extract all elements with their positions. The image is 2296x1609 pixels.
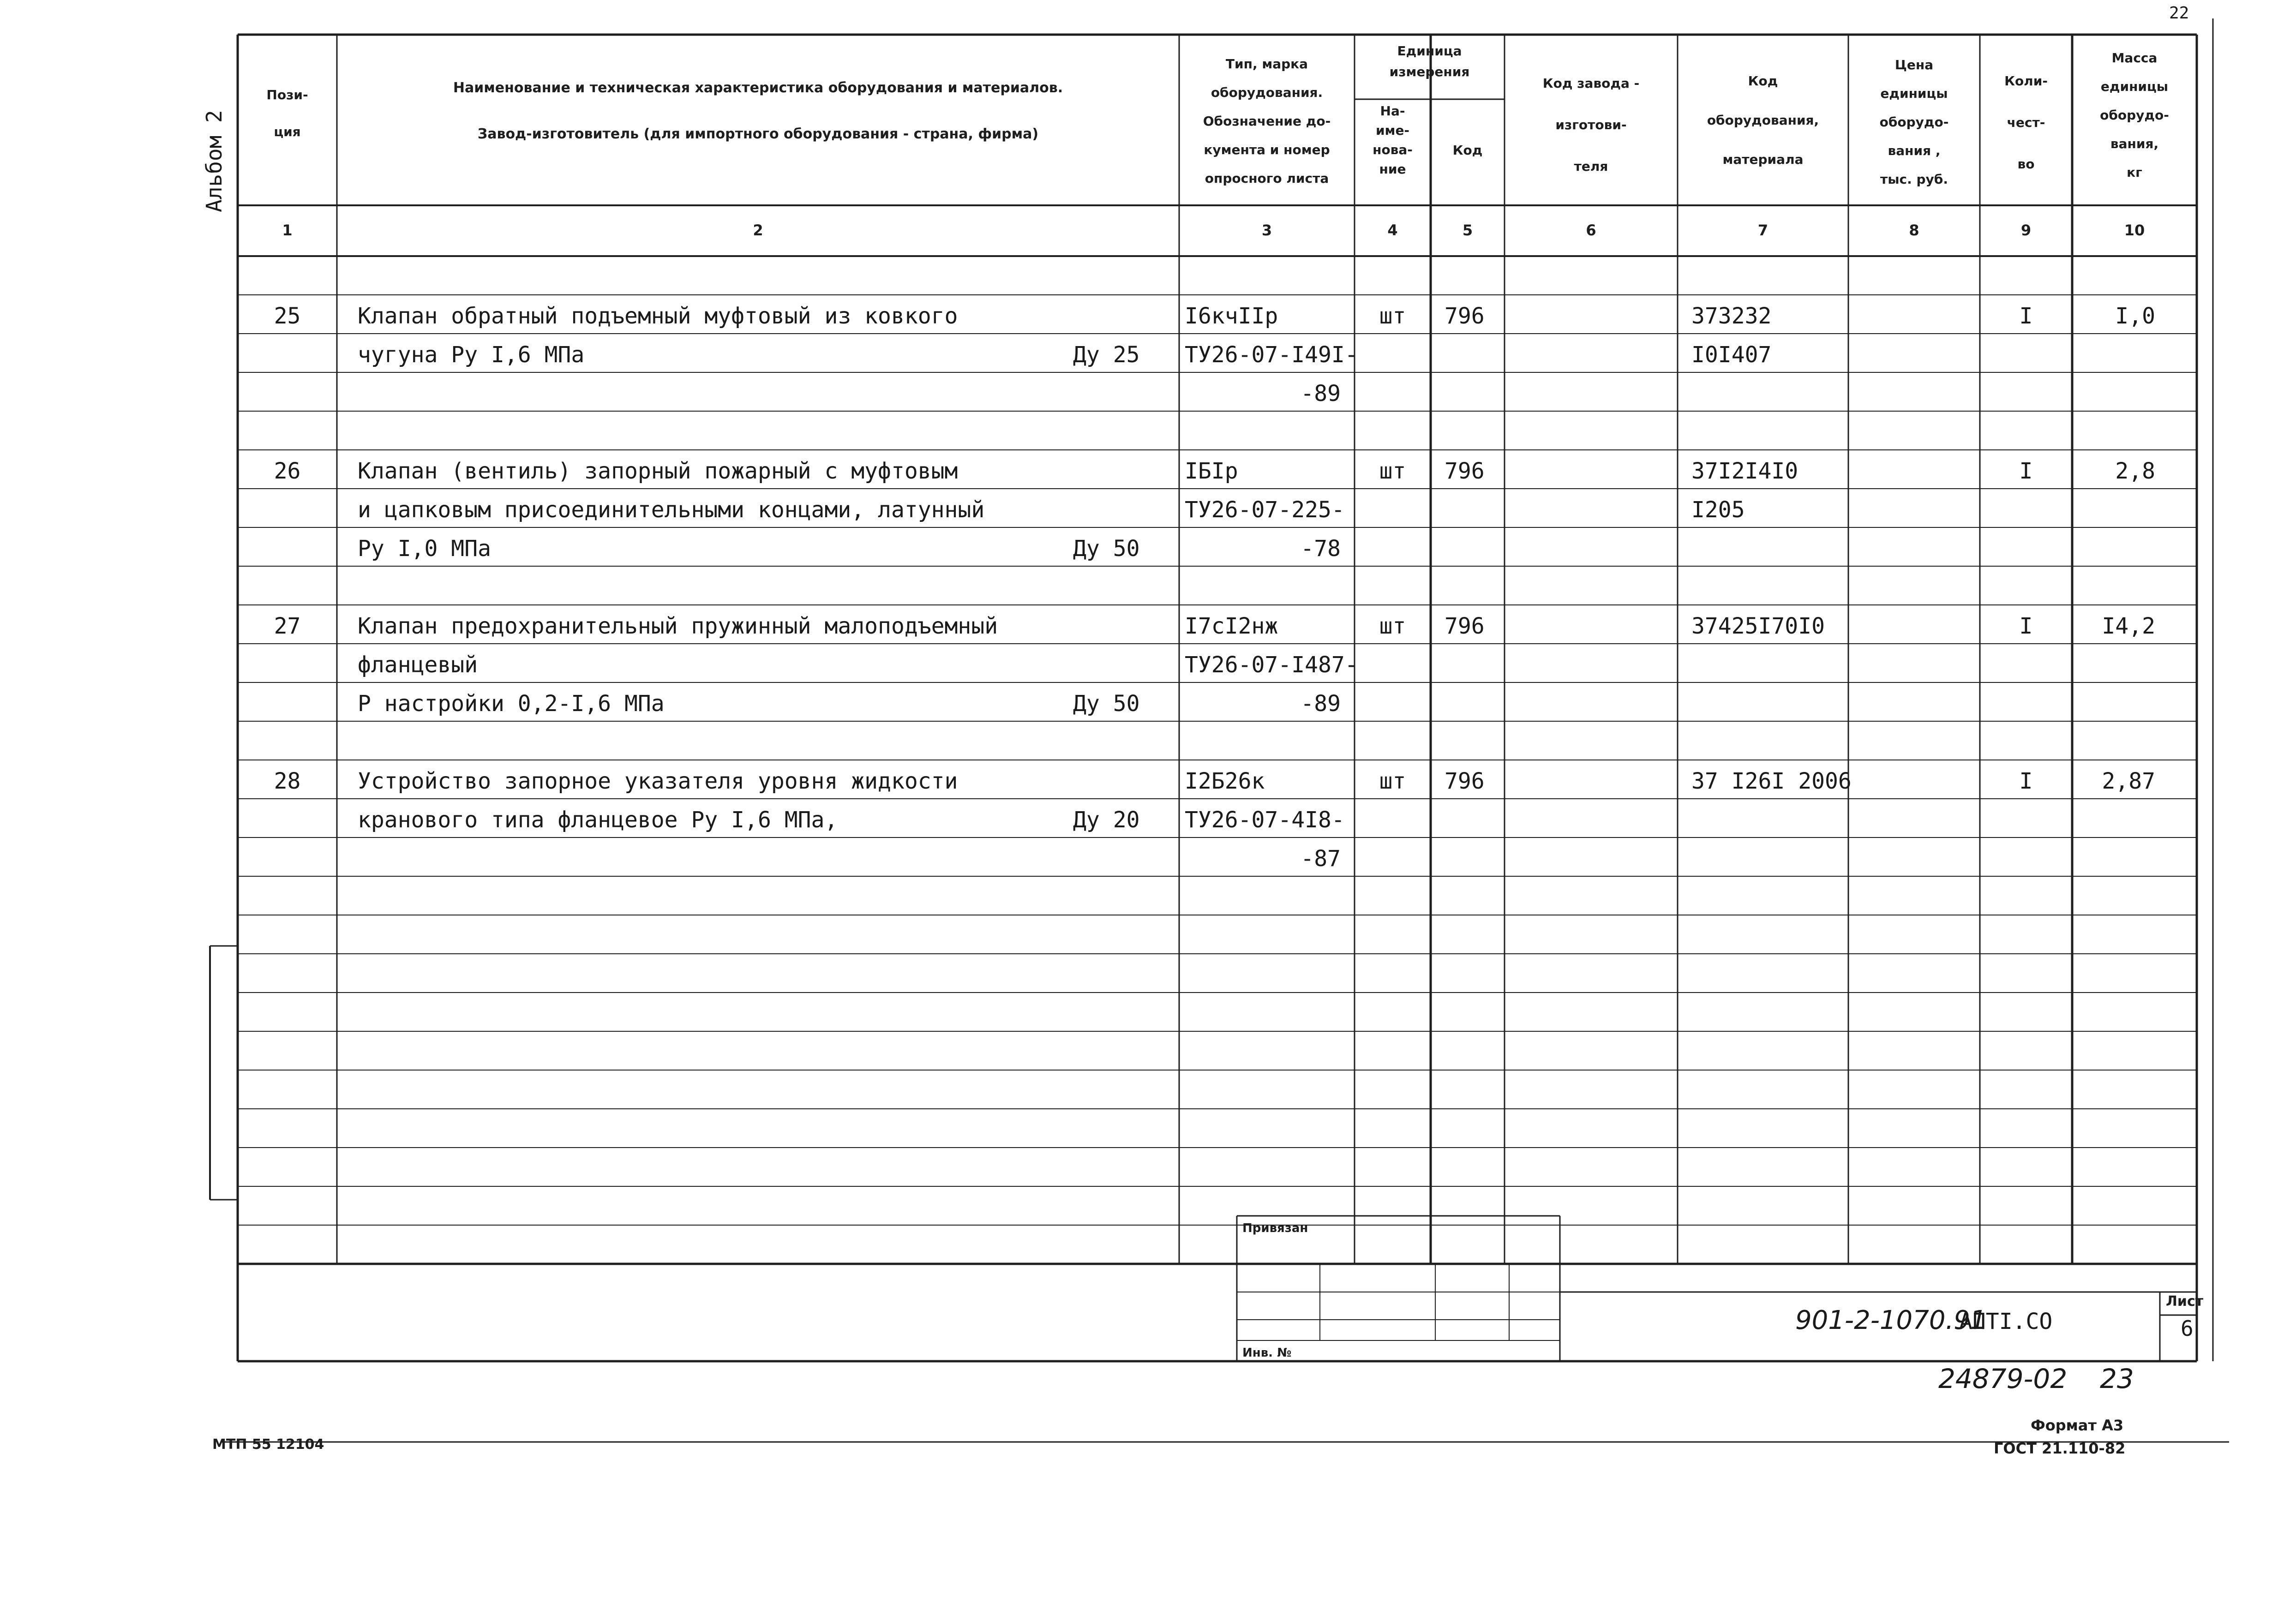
item-material-code: 37I2I4I0 [1691,458,1798,484]
column-header-8: оборудо- [1879,114,1949,130]
gost-label: ГОСТ 21.110-82 [1994,1440,2126,1457]
item-unit-code: 796 [1445,613,1485,639]
sheet-number: 6 [2181,1316,2194,1341]
item-name-line: чугуна Ру I,6 МПа [358,342,585,368]
column-header-2: Наименование и техническая характеристика оборудования и материалов. [453,80,1063,96]
item-material-code: I205 [1691,497,1745,523]
item-unit: шт [1379,613,1406,639]
item-material-code: 373232 [1691,303,1772,329]
page-number: 22 [2169,4,2189,23]
column-header-7: Код [1748,73,1778,89]
item-name-line: Устройство запорное указателя уровня жидкости [358,768,958,794]
item-name-line: фланцевый [358,652,478,678]
column-header-5: Код [1452,143,1483,158]
table-grid [210,18,2229,1442]
item-name-line: Клапан (вентиль) запорный пожарный с муфтовым [358,458,958,484]
column-number: 5 [1462,221,1473,239]
item-name-line: и цапковым присоединительными концами, латунный [358,497,985,523]
column-header-8: тыс. руб. [1880,172,1948,187]
column-number: 10 [2124,221,2145,239]
table-body [274,303,2155,872]
column-header-2: Завод-изготовитель (для импортного оборудования - страна, фирма) [477,126,1039,142]
archive-page: 23 [2100,1363,2134,1394]
item-type-line: -89 [1301,691,1341,717]
item-nominal-diameter: Ду 20 [1073,807,1140,833]
table-header [266,43,2169,187]
table-row [274,613,2155,717]
item-position: 26 [274,458,301,484]
item-type-line: ТУ26-07-225- [1185,497,1345,523]
archive-number: 24879-02 [1938,1363,2068,1394]
column-header-8: единицы [1880,86,1948,101]
format-label: Формат А3 [2031,1417,2124,1434]
item-position: 25 [274,303,301,329]
stamp-inv-no: Инв. № [1242,1346,1292,1360]
item-name-line: Р настройки 0,2-I,6 МПа [358,691,665,717]
column-header-1: Пози- [266,87,308,102]
sheet-label: Лист [2166,1293,2204,1310]
column-header-9: во [2017,156,2035,172]
column-number: 6 [1586,221,1596,239]
column-number: 1 [282,221,293,239]
table-row [274,303,2155,407]
item-nominal-diameter: Ду 25 [1073,342,1140,368]
doc-code-handwritten: 901-2-1070.91 [1795,1305,1987,1335]
column-number: 2 [753,221,763,239]
item-name-line: Клапан предохранительный пружинный малоподъемный [358,613,998,639]
column-number-row [282,221,2145,239]
item-unit-code: 796 [1445,303,1485,329]
printer-label: МТП 55 12104 [212,1436,324,1453]
unit-group-header: Единица [1397,43,1462,59]
column-header-4: ние [1379,161,1406,177]
unit-group-header: измерения [1389,64,1470,79]
column-header-4: име- [1375,123,1410,138]
footer [212,1363,2134,1457]
column-number: 3 [1261,221,1272,239]
item-type-line: -89 [1301,381,1341,407]
item-quantity: I [2019,613,2033,639]
column-header-9: Коли- [2004,73,2048,89]
column-header-4: нова- [1373,142,1413,157]
table-row [274,458,2155,562]
column-header-4: На- [1380,103,1405,119]
item-position: 28 [274,768,301,794]
column-header-8: Цена [1894,57,1934,72]
column-header-10: оборудо- [2100,108,2169,123]
doc-code-suffix: АПТI.СО [1959,1309,2053,1334]
column-header-3: кумента и номер [1204,142,1330,157]
column-header-6: Код завода - [1542,76,1640,91]
item-quantity: I [2019,768,2033,794]
item-material-code: 37425I70I0 [1691,613,1825,639]
item-type-line: -87 [1301,846,1341,872]
item-mass: I,0 [2115,303,2155,329]
item-unit-code: 796 [1445,768,1485,794]
item-unit: шт [1379,303,1406,329]
column-header-3: оборудования. [1211,85,1323,100]
album-label: Альбом 2 [202,110,227,212]
item-material-code: I0I407 [1691,342,1772,368]
column-header-10: вания, [2110,136,2159,151]
stamp-privyazan: Привязан [1242,1221,1308,1235]
column-header-1: ция [274,124,301,139]
item-nominal-diameter: Ду 50 [1073,691,1140,717]
column-header-10: Масса [2111,50,2158,66]
item-type-line: IБIр [1185,458,1238,484]
item-type-line: ТУ26-07-I49I- [1185,342,1358,368]
column-number: 8 [1909,221,1919,239]
column-header-7: оборудования, [1707,113,1819,128]
item-mass: I4,2 [2102,613,2155,639]
item-mass: 2,8 [2115,458,2155,484]
item-type-line: -78 [1301,536,1341,562]
item-type-line: I7сI2нж [1185,613,1278,639]
column-header-6: изготови- [1555,117,1627,132]
item-quantity: I [2019,303,2033,329]
column-header-9: чест- [2007,115,2045,130]
item-type-line: ТУ26-07-I487- [1185,652,1358,678]
column-header-10: единицы [2100,79,2169,94]
column-header-3: опросного листа [1205,171,1329,186]
item-type-line: I6кчIIр [1185,303,1278,329]
item-position: 27 [274,613,301,639]
item-name-line: Клапан обратный подъемный муфтовый из ковкого [358,303,958,329]
table-row [274,768,2155,872]
column-number: 7 [1757,221,1768,239]
column-header-3: Обозначение до- [1203,114,1331,129]
column-header-8: вания , [1888,143,1941,158]
item-name-line: Ру I,0 МПа [358,536,491,562]
item-nominal-diameter: Ду 50 [1073,536,1140,562]
title-block [1242,1221,2204,1360]
item-quantity: I [2019,458,2033,484]
item-name-line: кранового типа фланцевое Ру I,6 МПа, [358,807,838,833]
column-number: 9 [2020,221,2032,239]
column-header-10: кг [2127,165,2142,180]
item-mass: 2,87 [2102,768,2155,794]
column-header-7: материала [1722,152,1804,167]
item-material-code: 37 I26I 2006 [1691,768,1852,794]
item-type-line: I2Б26к [1185,768,1265,794]
column-header-6: теля [1574,159,1608,174]
item-unit-code: 796 [1445,458,1485,484]
column-header-3: Тип, марка [1225,56,1308,72]
item-type-line: ТУ26-07-4I8- [1185,807,1345,833]
item-unit: шт [1379,458,1406,484]
item-unit: шт [1379,768,1406,794]
column-number: 4 [1387,221,1398,239]
